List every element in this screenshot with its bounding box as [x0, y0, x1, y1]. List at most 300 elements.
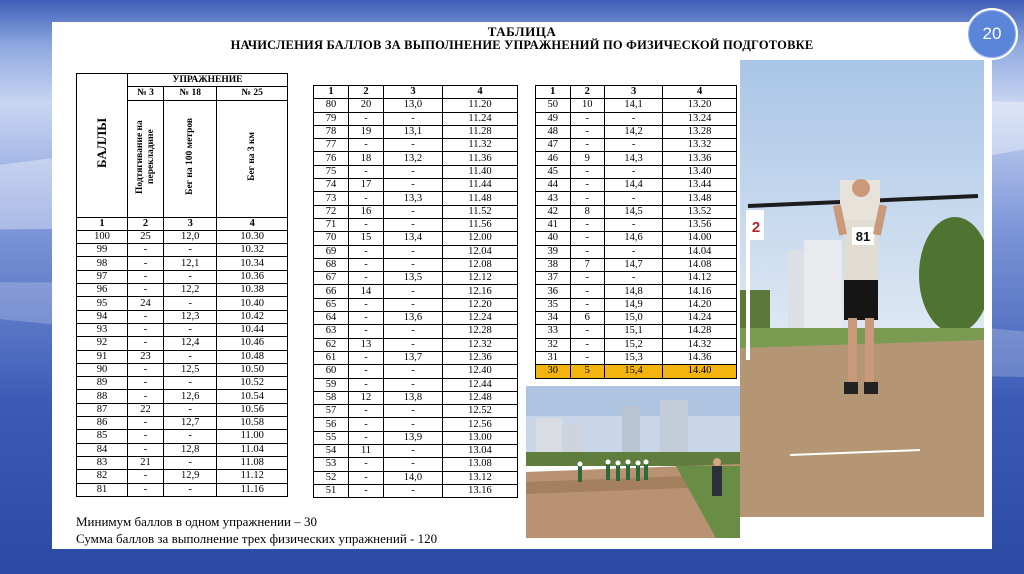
points-cell: 83: [77, 456, 128, 469]
table-row: [314, 484, 518, 497]
table-row: [314, 351, 518, 364]
points-cell: 100: [77, 230, 128, 243]
points-cell: 59: [314, 378, 349, 391]
column-number: 2: [570, 86, 605, 99]
table-row: [77, 310, 288, 323]
result-cell: 15,3: [605, 351, 663, 364]
result-cell: 15: [349, 232, 384, 245]
balls-header: БАЛЛЫ: [94, 118, 109, 169]
result-cell: 12.52: [442, 405, 517, 418]
table-row: [314, 232, 518, 245]
table-row: [77, 377, 288, 390]
points-cell: 69: [314, 245, 349, 258]
result-cell: 10.42: [217, 310, 288, 323]
result-cell: -: [384, 218, 443, 231]
table-row: [536, 298, 737, 311]
result-cell: -: [164, 456, 217, 469]
result-cell: 10.30: [217, 230, 288, 243]
result-cell: -: [384, 405, 443, 418]
result-cell: 14,7: [605, 258, 663, 271]
result-cell: 13.04: [442, 445, 517, 458]
table-row: [536, 152, 737, 165]
result-cell: 10.50: [217, 363, 288, 376]
table-row: [536, 285, 737, 298]
points-cell: 85: [77, 430, 128, 443]
result-cell: -: [384, 378, 443, 391]
points-cell: 49: [536, 112, 571, 125]
result-cell: -: [164, 297, 217, 310]
result-cell: 12,6: [164, 390, 217, 403]
column-number: 3: [605, 86, 663, 99]
table-row: [314, 125, 518, 138]
table-row: [314, 418, 518, 431]
column-number-row: [314, 86, 518, 99]
result-cell: 13.16: [442, 484, 517, 497]
table-row: [77, 417, 288, 430]
result-cell: 13,7: [384, 351, 443, 364]
table-row: [77, 456, 288, 469]
table-row: [536, 258, 737, 271]
points-cell: 82: [77, 470, 128, 483]
result-cell: 12.00: [442, 232, 517, 245]
exercise-name-cell: [128, 100, 164, 217]
result-cell: 14.24: [663, 312, 737, 325]
points-cell: 66: [314, 285, 349, 298]
table-row: [314, 378, 518, 391]
points-cell: 64: [314, 312, 349, 325]
result-cell: -: [349, 418, 384, 431]
points-cell: 76: [314, 152, 349, 165]
result-cell: 12.04: [442, 245, 517, 258]
table-row: [536, 192, 737, 205]
result-cell: -: [570, 179, 605, 192]
result-cell: -: [349, 272, 384, 285]
result-cell: 12.40: [442, 365, 517, 378]
points-cell: 31: [536, 351, 571, 364]
result-cell: -: [164, 323, 217, 336]
points-cell: 94: [77, 310, 128, 323]
result-cell: 13,8: [384, 391, 443, 404]
table-row: [536, 272, 737, 285]
result-cell: -: [570, 351, 605, 364]
points-cell: 58: [314, 391, 349, 404]
points-cell: 63: [314, 325, 349, 338]
result-cell: 10.58: [217, 417, 288, 430]
table-row: [536, 338, 737, 351]
points-cell: 34: [536, 312, 571, 325]
points-cell: 78: [314, 125, 349, 138]
result-cell: 13.28: [663, 125, 737, 138]
table-row: [77, 323, 288, 336]
table-row: [314, 165, 518, 178]
result-cell: -: [128, 470, 164, 483]
result-cell: 12.16: [442, 285, 517, 298]
points-cell: 40: [536, 232, 571, 245]
table-row: [314, 139, 518, 152]
result-cell: 17: [349, 179, 384, 192]
points-cell: 33: [536, 325, 571, 338]
points-table-1: [76, 73, 288, 497]
result-cell: -: [570, 245, 605, 258]
table-row: [536, 312, 737, 325]
points-cell: 44: [536, 179, 571, 192]
table-row: [536, 351, 737, 364]
points-cell: 30: [536, 365, 571, 378]
points-cell: 84: [77, 443, 128, 456]
exercise-name-3km: Бег на 3 км: [246, 132, 257, 182]
result-cell: -: [384, 139, 443, 152]
result-cell: 11.28: [442, 125, 517, 138]
table-row: [314, 205, 518, 218]
table-row: [314, 272, 518, 285]
result-cell: -: [570, 272, 605, 285]
slide-page: [52, 22, 992, 549]
result-cell: -: [349, 245, 384, 258]
result-cell: -: [164, 403, 217, 416]
result-cell: 10.44: [217, 323, 288, 336]
result-cell: -: [384, 245, 443, 258]
result-cell: 13,5: [384, 272, 443, 285]
table-row: [77, 284, 288, 297]
column-number: 4: [663, 86, 737, 99]
table-row: [536, 205, 737, 218]
result-cell: -: [605, 272, 663, 285]
points-cell: 75: [314, 165, 349, 178]
points-cell: 50: [536, 99, 571, 112]
result-cell: -: [164, 270, 217, 283]
result-cell: 12.48: [442, 391, 517, 404]
result-cell: 11.16: [217, 483, 288, 496]
balls-header-cell: [77, 74, 128, 218]
running-track-photo: [526, 386, 740, 538]
points-table-3: [535, 85, 737, 379]
result-cell: -: [384, 418, 443, 431]
table-row: [77, 297, 288, 310]
result-cell: 10.34: [217, 257, 288, 270]
result-cell: -: [128, 244, 164, 257]
result-cell: -: [605, 165, 663, 178]
table-row: [77, 483, 288, 496]
slide-number-badge: 20: [966, 8, 1018, 60]
result-cell: 10: [570, 99, 605, 112]
result-cell: -: [164, 377, 217, 390]
result-cell: 6: [570, 312, 605, 325]
result-cell: 13.44: [663, 179, 737, 192]
result-cell: 23: [128, 350, 164, 363]
result-cell: 13,1: [384, 125, 443, 138]
table-row: [314, 391, 518, 404]
table-row: [77, 270, 288, 283]
result-cell: 12: [349, 391, 384, 404]
points-cell: 48: [536, 125, 571, 138]
result-cell: 11.52: [442, 205, 517, 218]
result-cell: 15,1: [605, 325, 663, 338]
table-row: [314, 192, 518, 205]
points-cell: 91: [77, 350, 128, 363]
result-cell: -: [384, 298, 443, 311]
table-row: [77, 244, 288, 257]
points-cell: 47: [536, 139, 571, 152]
points-cell: 55: [314, 431, 349, 444]
table-row: [314, 365, 518, 378]
table-row: [314, 245, 518, 258]
table-row: [77, 363, 288, 376]
table-row: [77, 350, 288, 363]
result-cell: 9: [570, 152, 605, 165]
result-cell: 20: [349, 99, 384, 112]
exercise-name-cell: [164, 100, 217, 217]
pullup-photo: [740, 60, 984, 517]
result-cell: 11.40: [442, 165, 517, 178]
result-cell: -: [128, 337, 164, 350]
points-cell: 57: [314, 405, 349, 418]
result-cell: 10.54: [217, 390, 288, 403]
points-cell: 52: [314, 471, 349, 484]
table-row: [77, 470, 288, 483]
points-cell: 89: [77, 377, 128, 390]
result-cell: -: [570, 192, 605, 205]
result-cell: -: [570, 112, 605, 125]
points-cell: 67: [314, 272, 349, 285]
exercise-number-3: № 3: [128, 87, 164, 100]
column-number: 1: [77, 217, 128, 230]
points-cell: 62: [314, 338, 349, 351]
table-row: [314, 218, 518, 231]
points-cell: 87: [77, 403, 128, 416]
table-row: [314, 431, 518, 444]
exercise-name-100m: Бег на 100 метров: [184, 118, 195, 195]
result-cell: -: [128, 443, 164, 456]
column-number-row: [536, 86, 737, 99]
result-cell: -: [384, 365, 443, 378]
result-cell: 11.56: [442, 218, 517, 231]
result-cell: 11.36: [442, 152, 517, 165]
points-cell: 61: [314, 351, 349, 364]
points-cell: 70: [314, 232, 349, 245]
result-cell: 13.08: [442, 458, 517, 471]
exercise-name-cell: [217, 100, 288, 217]
table-row: [77, 337, 288, 350]
result-cell: -: [349, 218, 384, 231]
result-cell: -: [570, 338, 605, 351]
result-cell: 12.20: [442, 298, 517, 311]
column-number: 1: [536, 86, 571, 99]
result-cell: -: [164, 430, 217, 443]
result-cell: 14.36: [663, 351, 737, 364]
result-cell: 12,0: [164, 230, 217, 243]
result-cell: -: [349, 258, 384, 271]
result-cell: 12,5: [164, 363, 217, 376]
result-cell: 14,6: [605, 232, 663, 245]
result-cell: 13.12: [442, 471, 517, 484]
result-cell: 10.56: [217, 403, 288, 416]
result-cell: 14.28: [663, 325, 737, 338]
result-cell: 10.40: [217, 297, 288, 310]
result-cell: 10.46: [217, 337, 288, 350]
table-row: [314, 445, 518, 458]
points-cell: 56: [314, 418, 349, 431]
result-cell: 12,1: [164, 257, 217, 270]
result-cell: 14,9: [605, 298, 663, 311]
result-cell: 12,8: [164, 443, 217, 456]
result-cell: 11.48: [442, 192, 517, 205]
result-cell: 12,3: [164, 310, 217, 323]
column-number: 4: [217, 217, 288, 230]
result-cell: 19: [349, 125, 384, 138]
result-cell: 10.52: [217, 377, 288, 390]
table-row: [536, 232, 737, 245]
points-table-2: [313, 85, 518, 498]
table-2-body: [314, 99, 518, 498]
result-cell: 14,2: [605, 125, 663, 138]
result-cell: 14.08: [663, 258, 737, 271]
points-cell: 88: [77, 390, 128, 403]
result-cell: 13,2: [384, 152, 443, 165]
column-number: 3: [384, 86, 443, 99]
result-cell: -: [128, 417, 164, 430]
result-cell: -: [384, 325, 443, 338]
table-row: [314, 338, 518, 351]
result-cell: 12.32: [442, 338, 517, 351]
result-cell: -: [570, 325, 605, 338]
result-cell: -: [384, 258, 443, 271]
table-row: [536, 99, 737, 112]
result-cell: -: [570, 218, 605, 231]
result-cell: 14.04: [663, 245, 737, 258]
result-cell: -: [128, 483, 164, 496]
table-row: [77, 257, 288, 270]
points-cell: 37: [536, 272, 571, 285]
result-cell: -: [349, 471, 384, 484]
points-cell: 43: [536, 192, 571, 205]
result-cell: 14,5: [605, 205, 663, 218]
result-cell: 12.24: [442, 312, 517, 325]
result-cell: 14.16: [663, 285, 737, 298]
result-cell: 13,9: [384, 431, 443, 444]
result-cell: -: [164, 483, 217, 496]
result-cell: 10.38: [217, 284, 288, 297]
points-cell: 72: [314, 205, 349, 218]
result-cell: -: [349, 192, 384, 205]
column-number: 4: [442, 86, 517, 99]
marker-number: 2: [751, 219, 761, 236]
points-cell: 42: [536, 205, 571, 218]
column-number: 3: [164, 217, 217, 230]
result-cell: -: [605, 218, 663, 231]
result-cell: 16: [349, 205, 384, 218]
result-cell: 12,2: [164, 284, 217, 297]
result-cell: -: [349, 139, 384, 152]
result-cell: 13.00: [442, 431, 517, 444]
column-number: 2: [349, 86, 384, 99]
table-row: [536, 325, 737, 338]
table-row: [536, 125, 737, 138]
result-cell: 11.32: [442, 139, 517, 152]
points-cell: 97: [77, 270, 128, 283]
result-cell: 14,4: [605, 179, 663, 192]
result-cell: 14,1: [605, 99, 663, 112]
result-cell: -: [349, 351, 384, 364]
result-cell: 22: [128, 403, 164, 416]
table-title: ТАБЛИЦА: [487, 24, 557, 39]
minimum-points-note: Минимум баллов в одном упражнении – 30: [76, 514, 317, 529]
result-cell: 21: [128, 456, 164, 469]
result-cell: 14,0: [384, 471, 443, 484]
table-row: [314, 152, 518, 165]
result-cell: -: [570, 232, 605, 245]
result-cell: 12.44: [442, 378, 517, 391]
result-cell: -: [384, 179, 443, 192]
column-number: 1: [314, 86, 349, 99]
points-cell: 92: [77, 337, 128, 350]
running-track-image: [526, 386, 740, 538]
table-subtitle: НАЧИСЛЕНИЯ БАЛЛОВ ЗА ВЫПОЛНЕНИЕ УПРАЖНЕНИЙ ПО ФИЗИЧЕСКОЙ ПОДГОТОВКЕ: [230, 38, 814, 52]
result-cell: 12.08: [442, 258, 517, 271]
result-cell: 10.48: [217, 350, 288, 363]
points-cell: 99: [77, 244, 128, 257]
table-row: [314, 179, 518, 192]
result-cell: -: [349, 165, 384, 178]
result-cell: -: [128, 284, 164, 297]
column-number: 2: [128, 217, 164, 230]
result-cell: 13.40: [663, 165, 737, 178]
exercise-number-18: № 18: [164, 87, 217, 100]
result-cell: 12,4: [164, 337, 217, 350]
table-row: [77, 430, 288, 443]
table-row: [536, 365, 737, 378]
result-cell: 11.24: [442, 112, 517, 125]
result-cell: 13,0: [384, 99, 443, 112]
points-cell: 98: [77, 257, 128, 270]
result-cell: 11.00: [217, 430, 288, 443]
result-cell: -: [570, 285, 605, 298]
points-cell: 73: [314, 192, 349, 205]
result-cell: -: [384, 112, 443, 125]
result-cell: -: [128, 257, 164, 270]
points-cell: 38: [536, 258, 571, 271]
result-cell: 11.12: [217, 470, 288, 483]
points-cell: 39: [536, 245, 571, 258]
result-cell: -: [570, 298, 605, 311]
result-cell: -: [349, 458, 384, 471]
points-cell: 68: [314, 258, 349, 271]
result-cell: -: [349, 431, 384, 444]
result-cell: -: [384, 165, 443, 178]
table-1-body: [77, 230, 288, 496]
result-cell: -: [349, 484, 384, 497]
result-cell: 11.04: [217, 443, 288, 456]
table-row: [536, 139, 737, 152]
result-cell: 14.40: [663, 365, 737, 378]
result-cell: 11.20: [442, 99, 517, 112]
points-cell: 54: [314, 445, 349, 458]
result-cell: 5: [570, 365, 605, 378]
points-cell: 80: [314, 99, 349, 112]
result-cell: 14,3: [605, 152, 663, 165]
points-cell: 36: [536, 285, 571, 298]
result-cell: 11.44: [442, 179, 517, 192]
result-cell: 7: [570, 258, 605, 271]
table-row: [314, 285, 518, 298]
result-cell: -: [349, 112, 384, 125]
result-cell: -: [128, 363, 164, 376]
points-cell: 71: [314, 218, 349, 231]
table-row: [77, 443, 288, 456]
points-cell: 95: [77, 297, 128, 310]
result-cell: -: [570, 165, 605, 178]
result-cell: 14.12: [663, 272, 737, 285]
result-cell: -: [128, 310, 164, 323]
